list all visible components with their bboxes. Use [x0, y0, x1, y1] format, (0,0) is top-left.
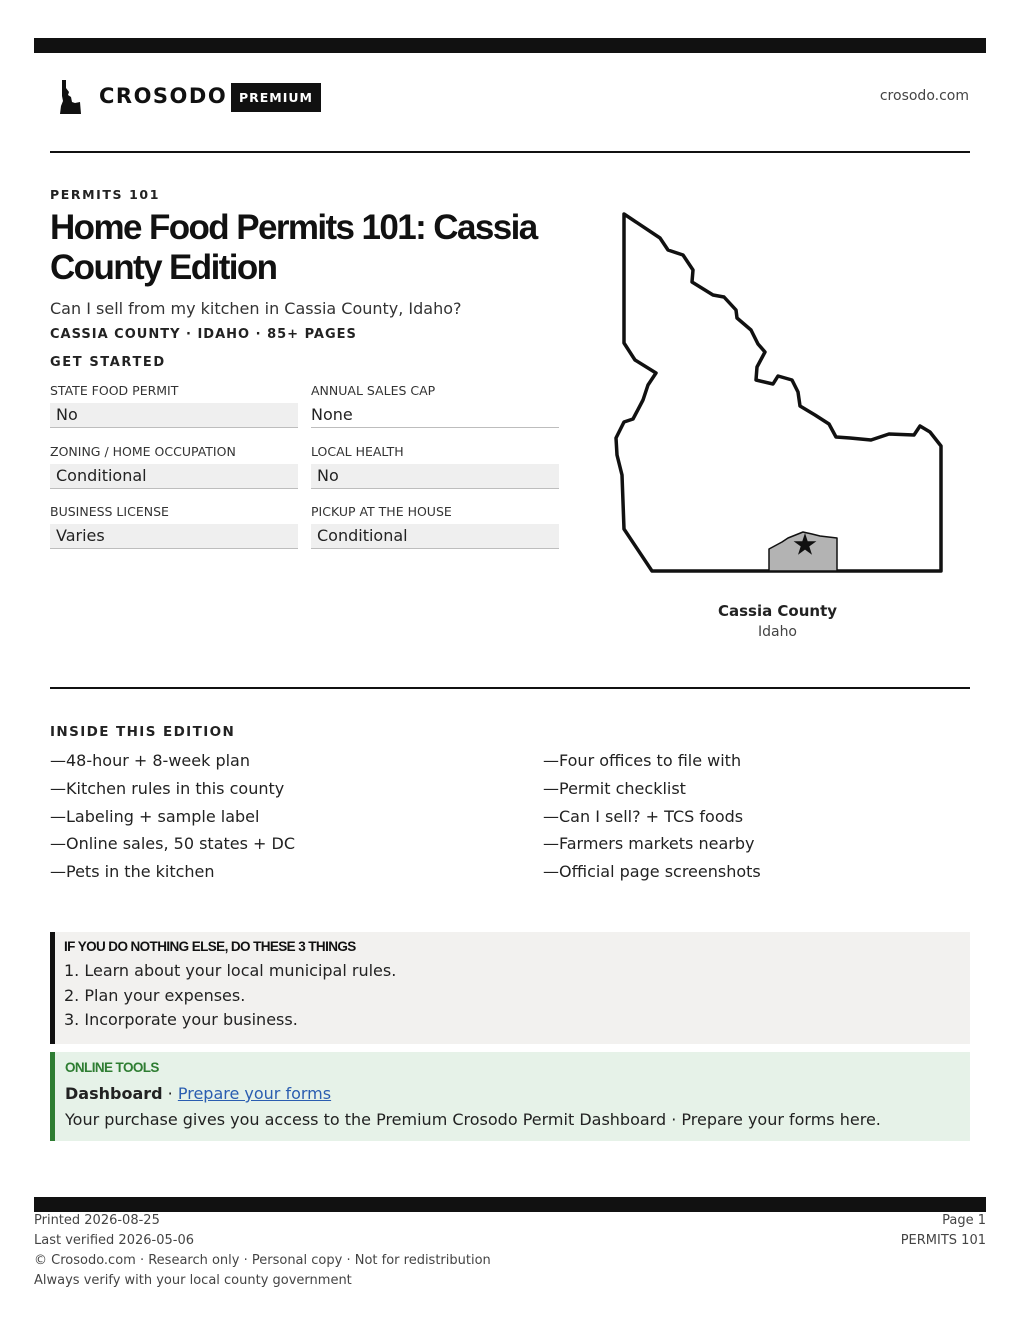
map-caption-county: Cassia County: [717, 602, 838, 620]
field-value: Conditional: [311, 524, 559, 549]
idaho-logo-icon: [60, 80, 82, 114]
list-item: —Labeling + sample label: [50, 806, 260, 826]
section-divider: [50, 687, 970, 689]
field-value: Conditional: [50, 464, 298, 489]
header-divider: [50, 151, 970, 153]
inside-edition-heading: INSIDE THIS EDITION: [50, 724, 236, 740]
online-tools-box: [50, 1052, 970, 1141]
copyright-notice: © Crosodo.com · Research only · Personal copy · Not for redistribution: [34, 1253, 491, 1268]
list-item: 3. Incorporate your business.: [64, 1010, 298, 1029]
three-things-callout: [50, 932, 970, 1044]
online-tools-heading: ONLINE TOOLS: [65, 1060, 159, 1075]
field-local-health: [311, 443, 559, 489]
bottom-bar: [34, 1197, 986, 1212]
brand-name: CROSODO: [99, 84, 228, 108]
list-item: —Official page screenshots: [543, 862, 761, 882]
field-label: ANNUAL SALES CAP: [311, 383, 436, 398]
field-zoning-home-occupation: [50, 443, 298, 489]
list-item: —48-hour + 8-week plan: [50, 751, 250, 770]
field-state-food-permit: [50, 382, 298, 428]
top-bar: [34, 38, 986, 53]
list-item: —Farmers markets nearby: [543, 834, 755, 854]
field-value: No: [311, 464, 559, 489]
separator: ·: [162, 1084, 178, 1103]
list-item: —Kitchen rules in this county: [50, 778, 285, 798]
footer-left: [34, 1211, 491, 1291]
field-pickup-at-the-house: [311, 503, 559, 549]
inside-list-right: [543, 750, 963, 889]
premium-badge: PREMIUM: [231, 83, 321, 112]
dashboard-description: Your purchase gives you access to the Premium Crosodo Permit Dashboard · Prepare your forms here.: [65, 1110, 881, 1129]
field-label: ZONING / HOME OCCUPATION: [50, 444, 236, 459]
footer-right: [901, 1211, 986, 1251]
field-value: No: [50, 403, 298, 428]
map-caption-state: Idaho: [757, 624, 798, 640]
verified-date: Last verified 2026-05-06: [34, 1233, 194, 1248]
list-item: —Permit checklist: [543, 778, 686, 798]
field-label: STATE FOOD PERMIT: [50, 383, 179, 398]
list-item: —Online sales, 50 states + DC: [50, 834, 296, 854]
field-label: BUSINESS LICENSE: [50, 504, 169, 519]
field-value: None: [311, 403, 559, 428]
edition-meta: CASSIA COUNTY · IDAHO · 85+ PAGES: [50, 327, 357, 342]
list-item: —Pets in the kitchen: [50, 862, 215, 882]
list-item: 2. Plan your expenses.: [64, 985, 246, 1005]
footer-section: PERMITS 101: [900, 1233, 986, 1248]
page-subtitle: Can I sell from my kitchen in Cassia County, Idaho?: [50, 299, 462, 318]
field-value: Varies: [50, 524, 298, 549]
field-label: PICKUP AT THE HOUSE: [311, 504, 452, 519]
list-item: —Four offices to file with: [543, 751, 742, 770]
list-item: —Can I sell? + TCS foods: [543, 806, 744, 826]
idaho-county-map: [605, 205, 955, 585]
dashboard-line: [65, 1081, 970, 1107]
section-eyebrow: PERMITS 101: [50, 187, 160, 202]
page-number: Page 1: [942, 1213, 986, 1228]
field-annual-sales-cap: [311, 382, 559, 428]
get-started-heading: GET STARTED: [50, 355, 166, 370]
page-title: Home Food Permits 101: Cassia County Edition: [50, 208, 537, 287]
dashboard-label: Dashboard: [65, 1084, 163, 1103]
list-item: 1. Learn about your local municipal rules.: [64, 961, 397, 980]
prepare-forms-link[interactable]: Prepare your forms: [177, 1084, 332, 1103]
idaho-state-outline: [616, 214, 941, 571]
field-business-license: [50, 503, 298, 549]
field-label: LOCAL HEALTH: [311, 444, 404, 459]
verify-note: Always verify with your local county government: [34, 1273, 352, 1288]
site-link[interactable]: crosodo.com: [879, 88, 969, 104]
callout-heading: IF YOU DO NOTHING ELSE, DO THESE 3 THINGS: [64, 939, 356, 954]
printed-date: Printed 2026-08-25: [34, 1213, 160, 1228]
inside-list-left: [50, 750, 470, 889]
